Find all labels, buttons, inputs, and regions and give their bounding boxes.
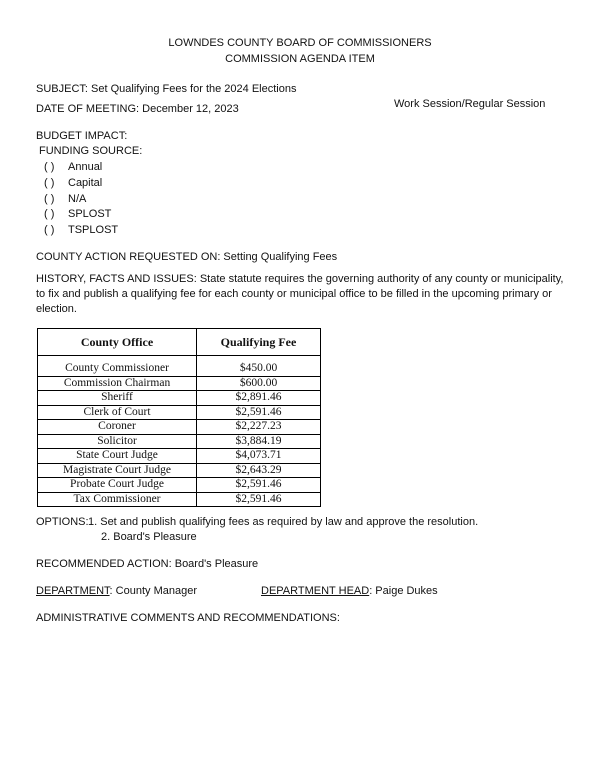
header-title: LOWNDES COUNTY BOARD OF COMMISSIONERS xyxy=(168,37,432,49)
office-cell: Clerk of Court xyxy=(38,405,197,420)
funding-option-tsplost xyxy=(44,224,118,236)
office-cell: State Court Judge xyxy=(38,449,197,464)
fee-cell: $4,073.71 xyxy=(197,449,321,464)
department-value: : County Manager xyxy=(109,585,197,597)
option-2: 2. Board's Pleasure xyxy=(101,531,197,543)
funding-option-label: SPLOST xyxy=(68,208,112,220)
office-cell: Sheriff xyxy=(38,391,197,406)
office-cell: Magistrate Court Judge xyxy=(38,463,197,478)
option-1: 1. Set and publish qualifying fees as required by law and approve the resolution. xyxy=(88,516,479,528)
department-head-line xyxy=(261,585,438,597)
table-row xyxy=(38,420,321,435)
department-head-label: DEPARTMENT HEAD xyxy=(261,585,370,597)
table-row xyxy=(38,405,321,420)
funding-option-label: N/A xyxy=(68,193,87,205)
fee-cell: $600.00 xyxy=(197,376,321,391)
budget-impact-label: BUDGET IMPACT: xyxy=(36,130,128,142)
column-header-fee: Qualifying Fee xyxy=(197,329,321,356)
department-line xyxy=(36,585,197,597)
office-cell: Coroner xyxy=(38,420,197,435)
fee-cell: $2,591.46 xyxy=(197,492,321,507)
subject-line: SUBJECT: Set Qualifying Fees for the 2024 Elections xyxy=(36,83,297,95)
history-paragraph: HISTORY, FACTS AND ISSUES: State statute requires the governing authority of any county or municipality, to fix and publish a qualifying fee for each county or municipal office to be filled in the upcoming primary or election. xyxy=(36,273,564,315)
fee-cell: $2,643.29 xyxy=(197,463,321,478)
table-row xyxy=(38,434,321,449)
column-header-office: County Office xyxy=(38,329,197,356)
office-cell: County Commissioner xyxy=(38,362,197,376)
table-row xyxy=(38,463,321,478)
fee-cell: $2,891.46 xyxy=(197,391,321,406)
funding-option-label: TSPLOST xyxy=(68,224,119,236)
checkbox-mark: ( ) xyxy=(44,193,55,205)
table-row xyxy=(38,492,321,507)
table-row xyxy=(38,478,321,493)
office-cell: Tax Commissioner xyxy=(38,492,197,507)
fee-cell: $2,591.46 xyxy=(197,478,321,493)
fee-cell: $3,884.19 xyxy=(197,434,321,449)
fee-cell: $2,591.46 xyxy=(197,405,321,420)
office-cell: Solicitor xyxy=(38,434,197,449)
funding-option-annual xyxy=(44,161,102,173)
department-head-value: : Paige Dukes xyxy=(369,585,438,597)
administrative-comments: ADMINISTRATIVE COMMENTS AND RECOMMENDATIONS: xyxy=(36,612,340,624)
funding-option-splost xyxy=(44,208,111,220)
recommended-action: RECOMMENDED ACTION: Board's Pleasure xyxy=(36,558,259,570)
table-row xyxy=(38,391,321,406)
fee-cell: $450.00 xyxy=(197,362,321,376)
header-subtitle: COMMISSION AGENDA ITEM xyxy=(225,53,375,65)
table-header-row xyxy=(38,329,321,356)
table-row xyxy=(38,362,321,376)
funding-option-label: Capital xyxy=(68,177,103,189)
checkbox-mark: ( ) xyxy=(44,208,55,220)
checkbox-mark: ( ) xyxy=(44,224,55,236)
fee-cell: $2,227.23 xyxy=(197,420,321,435)
options-label: OPTIONS: xyxy=(36,516,89,528)
qualifying-fees-table xyxy=(37,328,321,507)
funding-source-label: FUNDING SOURCE: xyxy=(39,145,143,157)
office-cell: Commission Chairman xyxy=(38,376,197,391)
meeting-date: DATE OF MEETING: December 12, 2023 xyxy=(36,103,239,115)
department-label: DEPARTMENT xyxy=(36,585,110,597)
funding-option-na xyxy=(44,193,86,205)
county-action-line: COUNTY ACTION REQUESTED ON: Setting Qualifying Fees xyxy=(36,251,338,263)
funding-option-capital xyxy=(44,177,102,189)
table-row xyxy=(38,449,321,464)
session-type: Work Session/Regular Session xyxy=(394,98,546,110)
checkbox-mark: ( ) xyxy=(44,161,55,173)
checkbox-mark: ( ) xyxy=(44,177,55,189)
funding-option-label: Annual xyxy=(68,161,103,173)
table-row xyxy=(38,376,321,391)
office-cell: Probate Court Judge xyxy=(38,478,197,493)
